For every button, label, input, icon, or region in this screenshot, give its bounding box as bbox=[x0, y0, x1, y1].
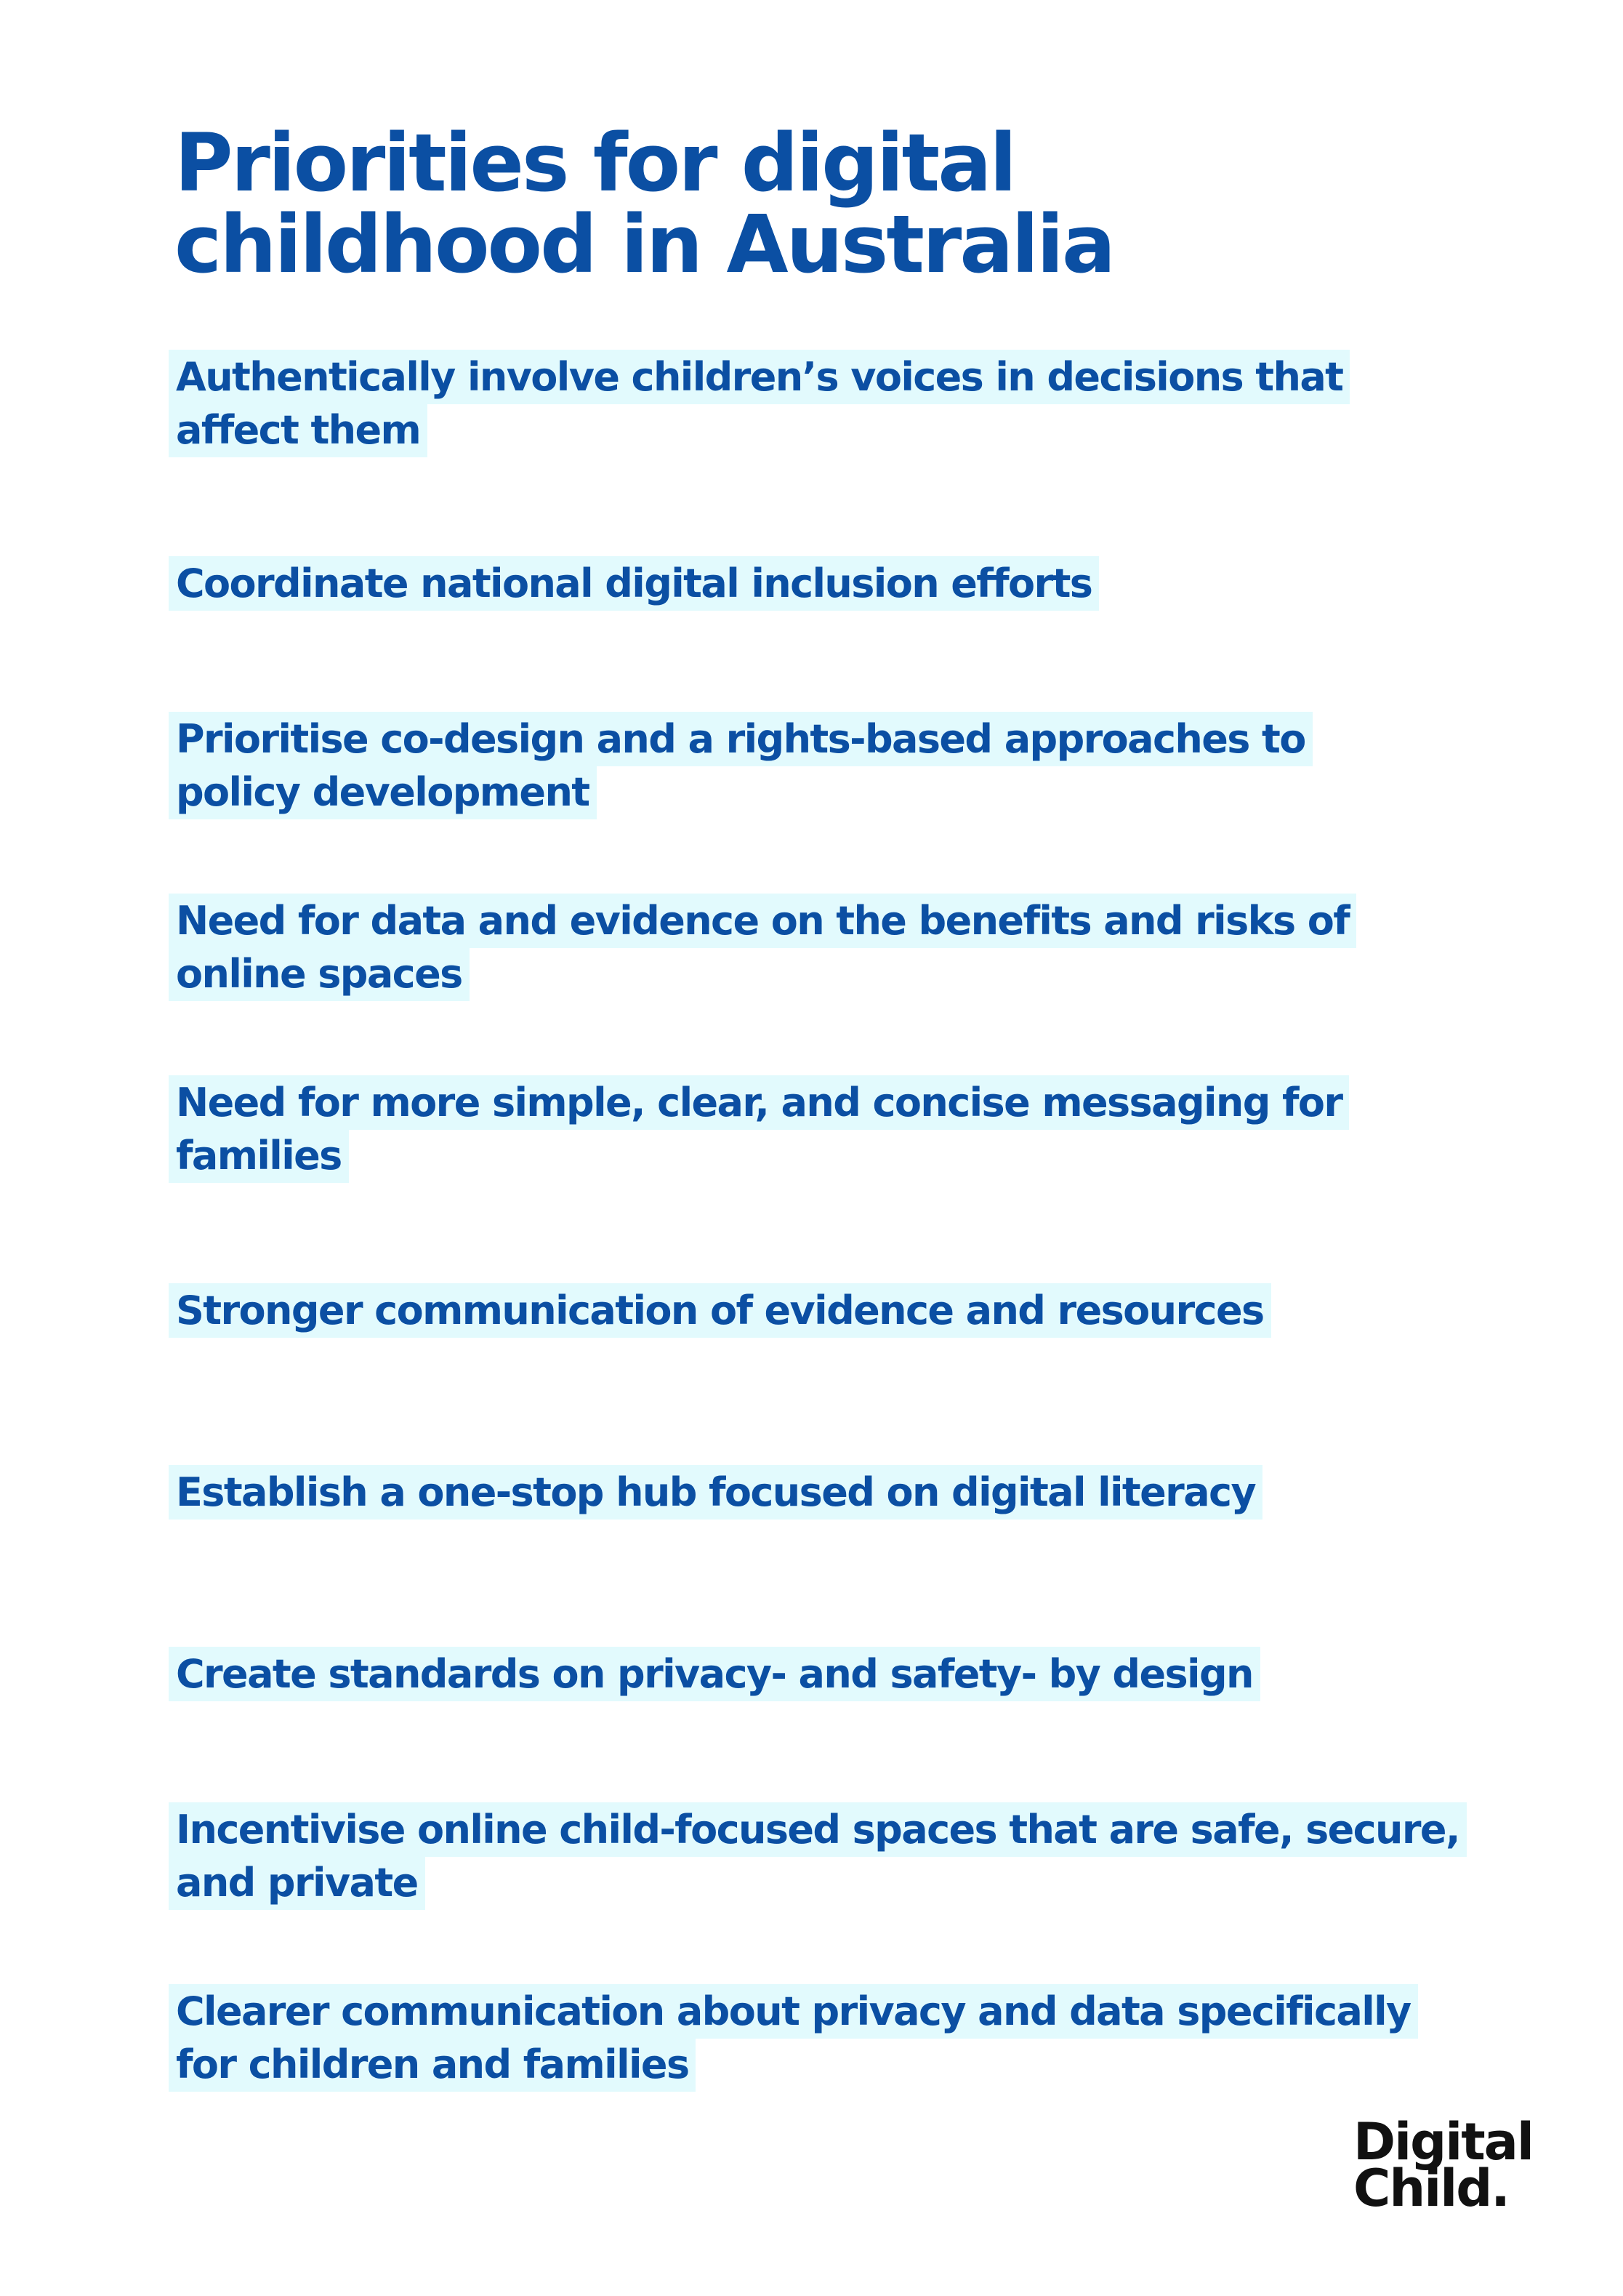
priority-highlight: Authentically involve children’s voices in decisions that affect them bbox=[169, 350, 1350, 457]
priority-highlight: Coordinate national digital inclusion efforts bbox=[169, 556, 1099, 611]
logo-line-2: Child. bbox=[1353, 2159, 1509, 2218]
priority-item-4 bbox=[169, 894, 1356, 1000]
page-title-line-1: Priorities for digital bbox=[174, 116, 1015, 209]
page-title-line-2: childhood in Australia bbox=[174, 198, 1114, 291]
priority-highlight: Clearer communication about privacy and data specifically for children and families bbox=[169, 1984, 1418, 2092]
priority-highlight: Create standards on privacy- and safety- by design bbox=[169, 1647, 1260, 1701]
priority-highlight: Prioritise co-design and a rights-based approaches to policy development bbox=[169, 712, 1313, 819]
priority-item-8 bbox=[169, 1647, 1260, 1701]
digital-child-logo bbox=[1353, 2112, 1533, 2218]
priority-item-5 bbox=[169, 1076, 1349, 1182]
priority-item-6 bbox=[169, 1284, 1271, 1337]
priority-highlight: Establish a one-stop hub focused on digital literacy bbox=[169, 1465, 1262, 1520]
priority-item-3 bbox=[169, 713, 1313, 819]
priority-highlight: Need for data and evidence on the benefits and risks of online spaces bbox=[169, 894, 1356, 1001]
priority-item-10 bbox=[169, 1985, 1418, 2091]
priority-highlight: Stronger communication of evidence and resources bbox=[169, 1283, 1271, 1338]
page-title bbox=[174, 116, 1410, 291]
priority-item-9 bbox=[169, 1803, 1467, 1909]
priority-item-1 bbox=[169, 350, 1350, 457]
priority-highlight: Incentivise online child-focused spaces that are safe, secure, and private bbox=[169, 1802, 1467, 1910]
priority-item-2 bbox=[169, 557, 1099, 610]
priority-item-7 bbox=[169, 1466, 1262, 1519]
logo-line-1: Digital bbox=[1353, 2112, 1533, 2172]
priority-highlight: Need for more simple, clear, and concise messaging for families bbox=[169, 1075, 1349, 1183]
